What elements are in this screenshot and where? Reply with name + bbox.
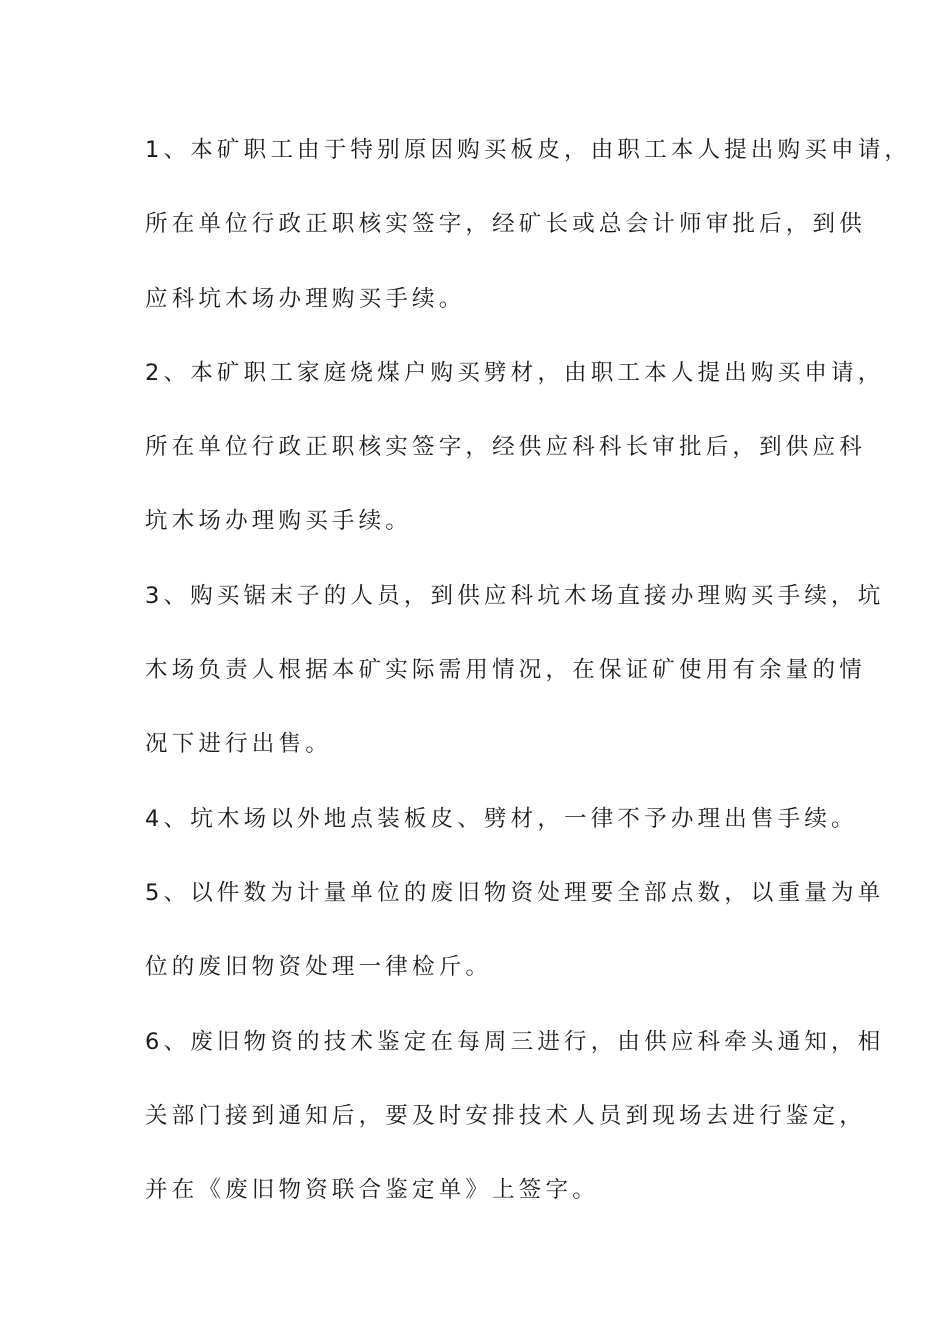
text-line: 所在单位行政正职核实签字，经供应科科长审批后，到供应科 xyxy=(145,434,866,461)
text-line: 坑木场办理购买手续。 xyxy=(145,508,413,535)
text-line: 位的废旧物资处理一律检斤。 xyxy=(145,954,493,981)
text-line: 6、废旧物资的技术鉴定在每周三进行，由供应科牵头通知，相 xyxy=(145,1028,885,1055)
text-line: 并在《废旧物资联合鉴定单》上签字。 xyxy=(145,1177,599,1204)
text-line: 1、本矿职工由于特别原因购买板皮，由职工本人提出购买申请， xyxy=(145,137,912,163)
text-line: 况下进行出售。 xyxy=(145,731,332,758)
text-line: 5、以件数为计量单位的废旧物资处理要全部点数，以重量为单 xyxy=(145,879,885,906)
text-line: 应科坑木场办理购买手续。 xyxy=(145,285,466,312)
text-line: 所在单位行政正职核实签字，经矿长或总会计师审批后，到供 xyxy=(145,211,866,238)
text-line: 2、本矿职工家庭烧煤户购买劈材，由职工本人提出购买申请， xyxy=(145,359,885,386)
text-line: 4、坑木场以外地点装板皮、劈材，一律不予办理出售手续。 xyxy=(145,805,858,832)
document-body xyxy=(145,132,912,1246)
text-line: 木场负责人根据本矿实际需用情况，在保证矿使用有余量的情 xyxy=(145,657,866,684)
text-line: 关部门接到通知后，要及时安排技术人员到现场去进行鉴定， xyxy=(145,1102,866,1129)
text-line: 3、购买锯末子的人员，到供应科坑木场直接办理购买手续，坑 xyxy=(145,582,885,609)
